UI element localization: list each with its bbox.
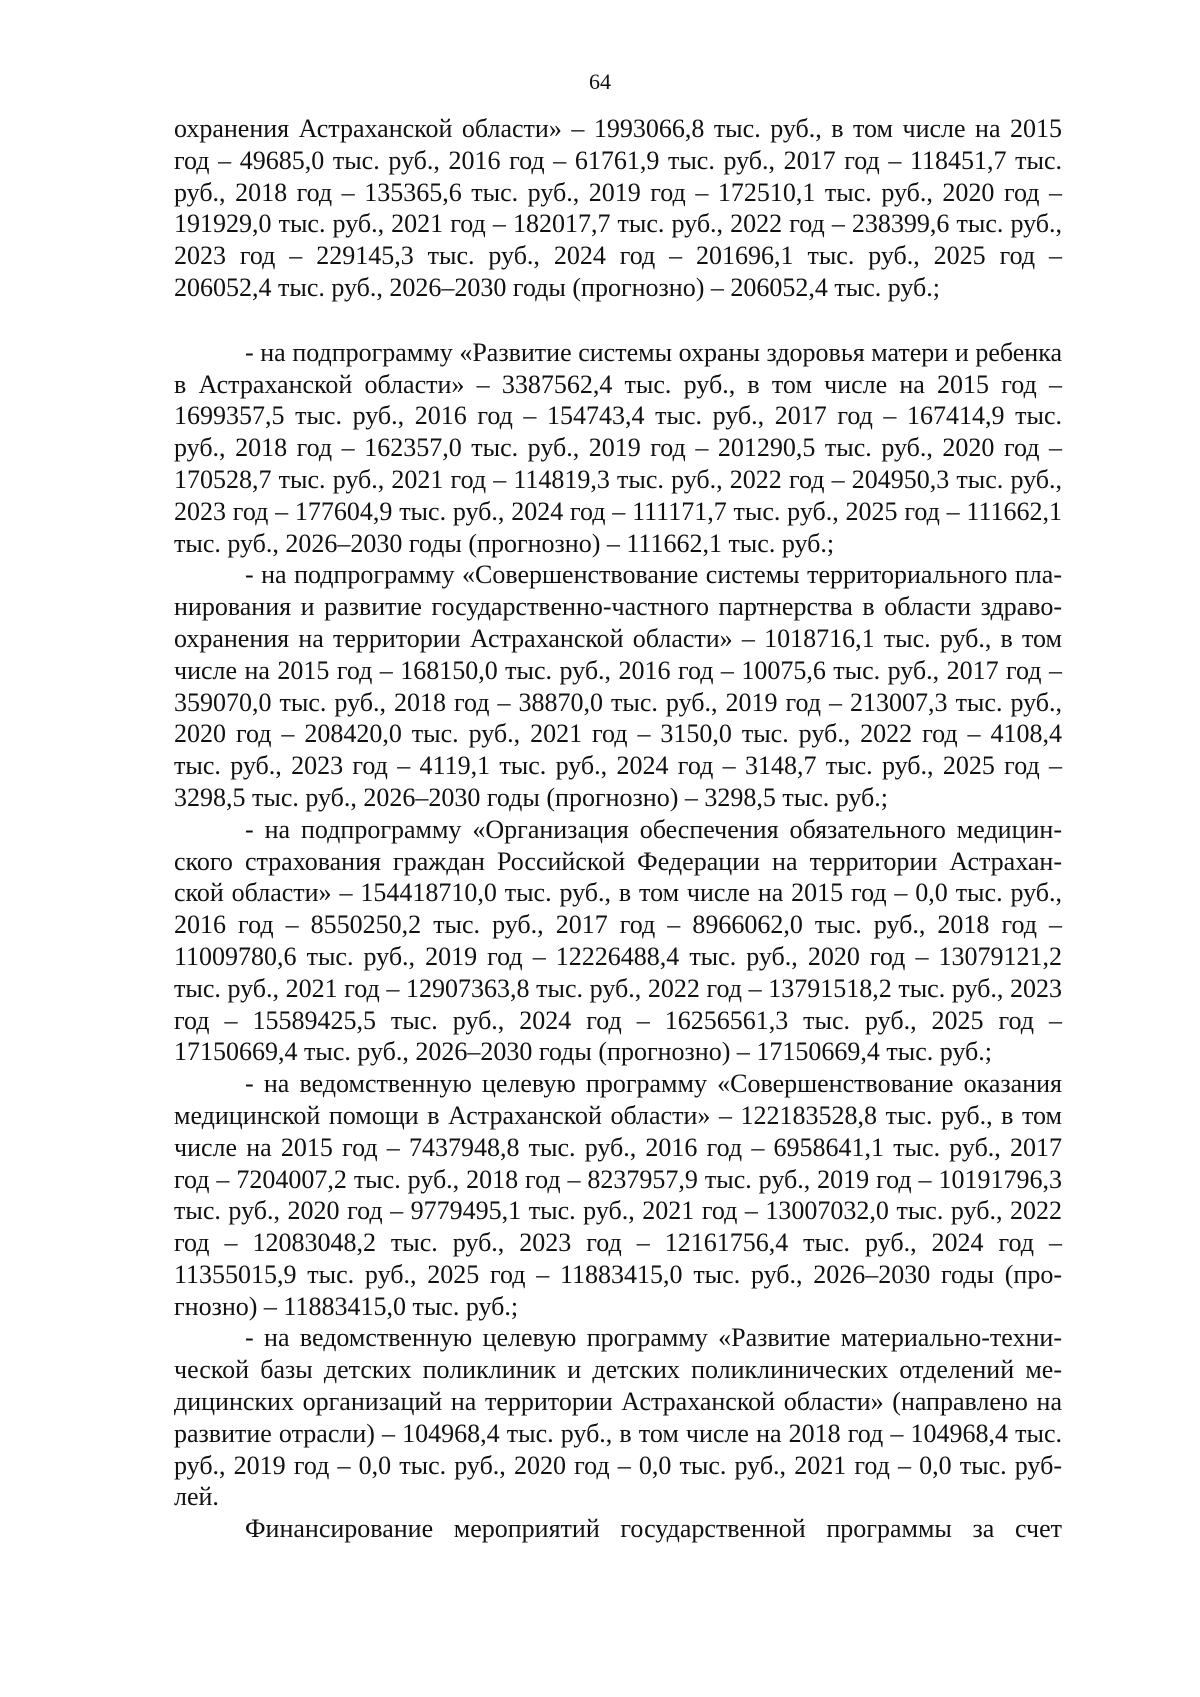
paragraph-funding-healthcare-continuation: охранения Астраханской области» – 1993066,8 тыс. руб., в том числе на 2015 год – 49685,0 тыс. руб., 2016 год – 61761,9 тыс. руб., 2017 год – 118451,7 тыс. руб., 2018 год – 135365,6 тыс. руб., 2019 год – 172510,1 тыс. руб., 2020 год – 191929,0 тыс. руб., 2021 год – 182017,7 тыс. руб., 2022 год – 238399,6 тыс. руб., 2023 год – 229145,3 тыс. руб., 2024 год – 201696,1 тыс. руб., 2025 год – 206052,4 тыс. руб., 2026–2030 годы (прогнозно) – 206052,4 тыс. руб.; [174, 114, 1062, 302]
paragraph-medical-care-target-program: - на ведомственную целевую программу «Совершенствование оказания медицинской помощи в Астраханской области» – 122183528,8 тыс. руб., в том числе на 2015 год – 7437948,8 тыс. руб., 2016 год – 6958641,1 тыс. руб., 2017 год – 7204007,2 тыс. руб., 2018 год – 8237957,9 тыс. руб., 2019 год – 10191796,3 тыс. руб., 2020 год – 9779495,1 тыс. руб., 2021 год – 13007032,0 тыс. руб., 2022 год – 12083048,2 тыс. руб., 2023 год – 12161756,4 тыс. руб., 2024 год – 11355015,9 тыс. руб., 2025 год – 11883415,0 тыс. руб., 2026–2030 годы (прогнозно) – 11883415,0 тыс. руб.; [174, 1069, 1062, 1321]
paragraph-compulsory-insurance-subprogram: - на подпрограмму «Организация обеспечения обязательного медицинского страхования граждан Российской Федерации на территории Астраханской области» – 154418710,0 тыс. руб., в том числе на 2015 год – 0,0 тыс. руб., 2016 год – 8550250,2 тыс. руб., 2017 год – 8966062,0 тыс. руб., 2018 год – 11009780,6 тыс. руб., 2019 год – 12226488,4 тыс. руб., 2020 год – 13079121,2 тыс. руб., 2021 год – 12907363,8 тыс. руб., 2022 год – 13791518,2 тыс. руб., 2023 год – 15589425,5 тыс. руб., 2024 год – 16256561,3 тыс. руб., 2025 год – 17150669,4 тыс. руб., 2026–2030 годы (прогнозно) – 17150669,4 тыс. руб.; [174, 814, 1062, 1067]
paragraph-gap [174, 304, 1062, 337]
document-body [174, 113, 1062, 1545]
page-number: 64 [589, 69, 611, 94]
paragraph-financing-intro: Финансирование мероприятий государственной программы за счет [245, 1514, 1062, 1544]
paragraph-territorial-planning-subprogram: - на подпрограмму «Совершенствование системы территориального планирования и развитие государственно-частного партнерства в области здравоохранения на территории Астраханской области» – 1018716,1 тыс. руб., в том числе на 2015 год – 168150,0 тыс. руб., 2016 год – 10075,6 тыс. руб., 2017 год – 359070,0 тыс. руб., 2018 год – 38870,0 тыс. руб., 2019 год – 213007,3 тыс. руб., 2020 год – 208420,0 тыс. руб., 2021 год – 3150,0 тыс. руб., 2022 год – 4108,4 тыс. руб., 2023 год – 4119,1 тыс. руб., 2024 год – 3148,7 тыс. руб., 2025 год – 3298,5 тыс. руб., 2026–2030 годы (прогнозно) – 3298,5 тыс. руб.; [174, 560, 1062, 812]
paragraph-children-polyclinics-target-program: - на ведомственную целевую программу «Развитие материально-технической базы детских поликлиник и детских поликлинических отделений медицинских организаций на территории Астраханской области» (направлено на развитие отрасли) – 104968,4 тыс. руб., в том числе на 2018 год – 104968,4 тыс. руб., 2019 год – 0,0 тыс. руб., 2020 год – 0,0 тыс. руб., 2021 год – 0,0 тыс. рублей. [174, 1323, 1062, 1512]
paragraph-mother-child-health-subprogram: - на подпрограмму «Развитие системы охраны здоровья матери и ребенка в Астраханской области» – 3387562,4 тыс. руб., в том числе на 2015 год – 1699357,5 тыс. руб., 2016 год – 154743,4 тыс. руб., 2017 год – 167414,9 тыс. руб., 2018 год – 162357,0 тыс. руб., 2019 год – 201290,5 тыс. руб., 2020 год – 170528,7 тыс. руб., 2021 год – 114819,3 тыс. руб., 2022 год – 204950,3 тыс. руб., 2023 год – 177604,9 тыс. руб., 2024 год – 111171,7 тыс. руб., 2025 год – 111662,1 тыс. руб., 2026–2030 годы (прогнозно) – 111662,1 тыс. руб.; [174, 337, 1062, 558]
